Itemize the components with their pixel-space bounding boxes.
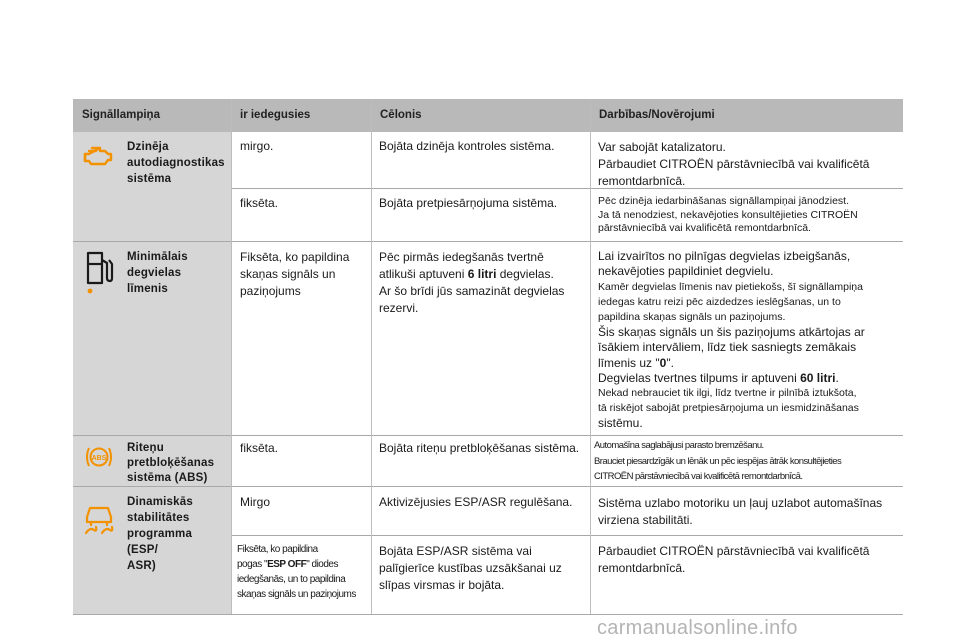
column-separator xyxy=(371,99,372,614)
state-cell: Mirgo xyxy=(240,495,271,509)
cause-line: slīpas virsmas ir bojāta. xyxy=(379,578,505,592)
cause-cell xyxy=(371,536,590,594)
header-lit: ir iedegusies xyxy=(240,109,311,121)
action-line: Nekad nebrauciet tik ilgi, līdz tvertne ir pilnībā iztukšota, xyxy=(598,387,857,400)
state-line xyxy=(237,557,365,572)
name-line: programma (ESP/ xyxy=(127,528,193,556)
header-action: Darbības/Novērojumi xyxy=(599,109,715,121)
table-row xyxy=(73,132,903,241)
engine-check-icon xyxy=(83,145,113,167)
action-cell xyxy=(590,436,903,485)
action-cell xyxy=(590,487,903,529)
name-line: Dzinēja xyxy=(127,141,169,153)
table-header xyxy=(73,99,903,132)
cause-text: atlikuši aptuveni xyxy=(379,267,465,281)
state-text: pogas " xyxy=(237,559,268,570)
action-text: līmenis uz " xyxy=(598,355,660,370)
icon-cell xyxy=(73,242,121,435)
name-line: autodiagnostikas xyxy=(127,157,225,169)
cause-cell: Aktivizējusies ESP/ASR regulēšana. xyxy=(379,495,573,509)
cause-cell: Bojāta riteņu pretbloķēšanas sistēma. xyxy=(379,441,580,455)
state-cell: mirgo. xyxy=(240,139,274,153)
action-cell xyxy=(590,536,903,577)
header-signal-lamp: Signāllampiņa xyxy=(82,109,160,121)
action-line: Pārbaudiet CITROËN pārstāvniecībā vai kvalificētā xyxy=(598,157,870,171)
action-line: Ja tā nenodziest, nekavējoties konsultējieties CITROËN xyxy=(598,208,858,221)
state-line: paziņojums xyxy=(240,284,301,298)
name-line: ASR) xyxy=(127,560,156,572)
action-line xyxy=(598,371,897,386)
state-line: iedegšanās, un to papildina xyxy=(237,574,346,585)
signal-name xyxy=(121,436,231,486)
cause-line: rezervi. xyxy=(379,301,419,315)
action-line: remontdarbnīcā. xyxy=(598,174,686,188)
state-line: Fiksēta, ko papildina xyxy=(237,544,318,555)
action-line: papildina skaņas signāls un paziņojums. xyxy=(598,310,786,323)
action-cell xyxy=(590,189,903,236)
state-cell: fiksēta. xyxy=(240,196,279,210)
action-line: virziena stabilitāti. xyxy=(598,513,693,527)
action-line: Kamēr degvielas līmenis nav pietiekošs, šī signāllampiņa xyxy=(598,280,863,293)
cause-emphasis: 6 litri xyxy=(467,267,497,281)
action-line: CITROËN pārstāvniecībā vai kvalificētā remontdarbnīcā. xyxy=(594,471,803,482)
fuel-pump-icon xyxy=(85,250,117,294)
name-line: stabilitātes xyxy=(127,512,190,524)
cause-line xyxy=(379,266,584,283)
action-emphasis: 60 litri xyxy=(800,371,836,386)
action-line: remontdarbnīcā. xyxy=(598,561,686,575)
action-line: pārstāvniecībā vai kvalificētā remontdarbnīcā. xyxy=(598,222,812,234)
state-emphasis: ESP OFF xyxy=(267,559,307,570)
cause-cell xyxy=(371,242,590,317)
action-text: ". xyxy=(666,355,674,370)
name-line: pretbloķēšanas xyxy=(127,457,215,469)
cause-cell: Bojāta pretpiesārņojuma sistēma. xyxy=(379,196,558,210)
action-line: Var sabojāt katalizatoru. xyxy=(598,140,726,154)
action-cell xyxy=(590,132,903,190)
column-separator xyxy=(590,99,591,614)
state-cell xyxy=(231,536,371,602)
icon-cell xyxy=(73,436,121,486)
divider xyxy=(73,614,903,615)
action-text: Degvielas tvertnes tilpums ir aptuveni xyxy=(598,371,801,386)
name-line: sistēma xyxy=(127,173,172,185)
action-line: Brauciet piesardzīgāk un lēnāk un pēc iespējas ātrāk konsultējieties xyxy=(594,455,842,467)
signal-name xyxy=(121,487,231,614)
action-line: iedegas katru reizi pēc aizdedzes ieslēgšanas, un to xyxy=(598,295,841,308)
action-text: . xyxy=(835,371,839,386)
action-line: Šis skaņas signāls un šis paziņojums atkārtojas ar xyxy=(598,324,865,339)
action-line: Lai izvairītos no pilnīgas degvielas izbeigšanās, xyxy=(598,249,851,263)
cause-line: palīgierīce kustības uzsākšanai uz xyxy=(379,561,562,575)
watermark: carmanualsonline.info xyxy=(597,617,798,639)
state-cell xyxy=(231,242,371,300)
name-line: Dinamiskās xyxy=(127,496,193,508)
state-line: skaņas signāls un paziņojums xyxy=(237,589,356,600)
action-line: sistēmu. xyxy=(598,416,643,431)
action-line: Pārbaudiet CITROËN pārstāvniecībā vai kvalificētā xyxy=(598,544,870,558)
state-line: skaņas signāls un xyxy=(240,267,336,281)
icon-cell xyxy=(73,487,121,614)
cause-text: degvielas. xyxy=(496,267,554,281)
action-line: tā riskējot sabojāt pretpiesārņojuma un iesmidzināšanas xyxy=(598,402,859,415)
cause-line: Ar šo brīdi jūs samazināt degvielas xyxy=(379,284,565,298)
action-line: īsākiem intervāliem, līdz tiek sasniegts zemākais xyxy=(598,340,857,355)
state-cell: fiksēta. xyxy=(240,441,279,455)
abs-icon xyxy=(84,444,114,470)
table-row xyxy=(73,242,903,435)
signal-name xyxy=(121,242,231,435)
action-line xyxy=(598,356,897,371)
name-line: Riteņu xyxy=(127,442,164,454)
table-row xyxy=(73,436,903,486)
state-line: Fiksēta, ko papildina xyxy=(240,250,350,264)
cause-cell: Bojāta dzinēja kontroles sistēma. xyxy=(379,139,555,153)
action-line: Sistēma uzlabo motoriku un ļauj uzlabot automašīnas xyxy=(598,496,883,510)
action-line: nekavējoties papildiniet degvielu. xyxy=(598,264,774,279)
table-row xyxy=(73,487,903,614)
action-emphasis: 0 xyxy=(659,355,667,370)
esp-skid-icon xyxy=(83,501,115,535)
action-line: Automašīna saglabājusi parasto bremzēšanu. xyxy=(594,440,764,451)
name-line: sistēma (ABS) xyxy=(127,472,208,484)
action-line: Pēc dzinēja iedarbināšanas signāllampiņai jānodziest. xyxy=(598,195,849,207)
cause-line: Pēc pirmās iedegšanās tvertnē xyxy=(379,250,544,264)
name-line: degvielas xyxy=(127,267,182,279)
signal-name xyxy=(121,132,231,241)
column-separator xyxy=(231,99,232,614)
header-cause: Cēlonis xyxy=(380,109,422,121)
name-line: Minimālais xyxy=(127,251,188,263)
name-line: līmenis xyxy=(127,283,169,295)
abs-icon-label: ABS xyxy=(91,455,107,462)
state-text: " diodes xyxy=(306,559,338,570)
icon-cell xyxy=(73,132,121,241)
action-cell xyxy=(590,242,903,432)
cause-line: Bojāta ESP/ASR sistēma vai xyxy=(379,544,532,558)
